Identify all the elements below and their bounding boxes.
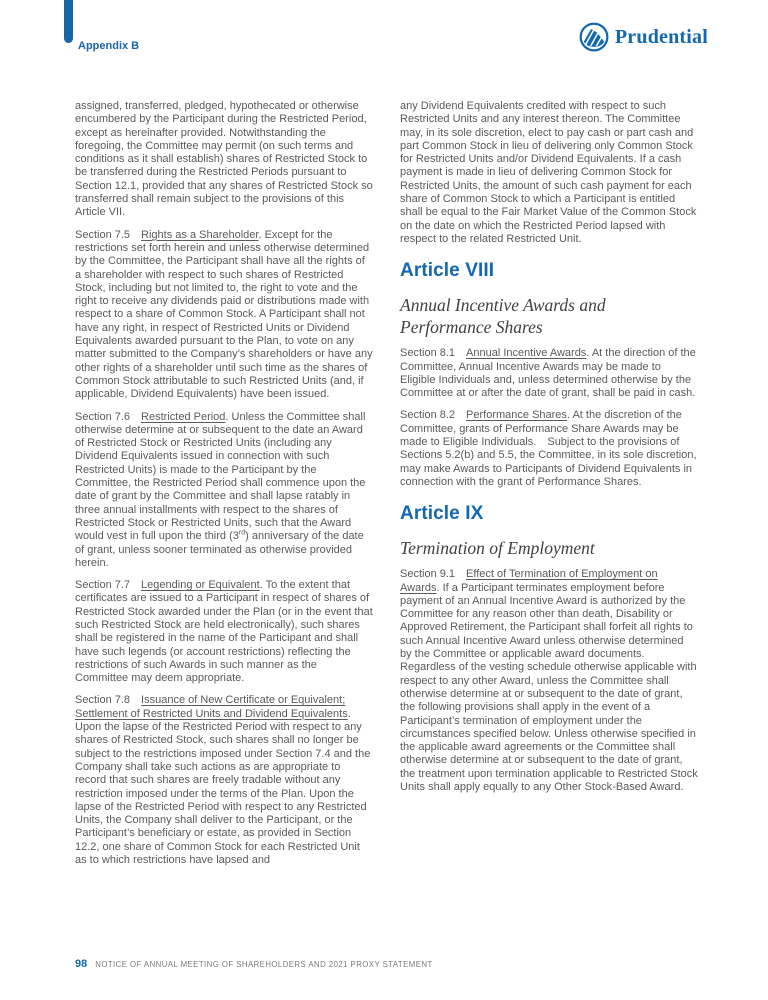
paragraph: Section 8.2 Performance Shares. At the discretion of the Committee, grants of Performance Share Awards may be made to Eligible Individuals. Subject to the provisions of Sections 5.2(b) and 5.5, the Committee, in its sole discretion, may make Awards to Participants of Dividend Equivalents in connection with the grant of Performance Shares. xyxy=(400,409,697,488)
page-footer xyxy=(75,958,433,970)
paragraph: assigned, transferred, pledged, hypothecated or otherwise encumbered by the Participant during the Restricted Period, except as hereinafter provided. Notwithstanding the foregoing, the Committee may permit (on such terms and conditions as it shall establish) shares of Restricted Stock to be transferred during the Restricted Periods pursuant to Section 12.1, provided that any shares of Restricted Stock so transferred shall remain subject to the provisions of this Article VII. xyxy=(75,100,373,219)
appendix-label: Appendix B xyxy=(78,40,140,52)
article-heading: Article VIII xyxy=(400,260,495,282)
paragraph: Section 7.6 Restricted Period. Unless the Committee shall otherwise determine at or subsequent to the date an Award of Restricted Stock or Restricted Units (including any Dividend Equivalents issued in connection with such Restricted Units) is made to the Participant by the Committee, the Restricted Period shall commence upon the date of grant by the Committee and shall lapse ratably in three annual installments with respect to the shares of Restricted Stock or Restricted Units, such that the Award would vest in full upon the third (3rd) anniversary of the date of grant, unless sooner terminated as otherwise provided herein. xyxy=(75,410,366,569)
paragraph: any Dividend Equivalents credited with respect to such Restricted Units and any interest thereon. The Committee may, in its sole discretion, elect to pay cash or part cash and part Common Stock in lieu of delivering only Common Stock for Restricted Units and/or Dividend Equivalents. If a cash payment is made in lieu of delivering Common Stock for Restricted Units, the amount of such cash payment for each share of Common Stock to which a Participant is entitled shall be equal to the Fair Market Value of the Common Stock on the date on which the Restricted Period lapsed with respect to the related Restricted Unit. xyxy=(400,100,697,245)
document-body xyxy=(75,100,698,876)
section-subheading: Annual Incentive Awards and Performance Shares xyxy=(400,295,606,338)
page-number: 98 xyxy=(75,958,88,970)
paragraph: Section 7.8 Issuance of New Certificate or Equivalent; Settlement of Restricted Units and Dividend Equivalents. Upon the lapse of the Restricted Period with respect to any shares of Restricted Stock, such shares shall no longer be subject to the restrictions imposed under Section 7.4 and the Company shall take such actions as are appropriate to record that such shares are freely tradable without any restriction imposed under the terms of the Plan. Upon the lapse of the Restricted Period with respect to any Restricted Units, the Company shall deliver to the Participant, or the Participant’s beneficiary or estate, as provided in Section 12.2, one share of Common Stock for each Restricted Unit as to which restrictions have lapsed and xyxy=(75,694,371,867)
right-column xyxy=(400,100,698,876)
paragraph: Section 9.1 Effect of Termination of Employment on Awards. If a Participant terminates employment before payment of an Annual Incentive Award is authorized by the Committee for any reason other than death, Disability or Approved Retirement, the Participant shall forfeit all rights to such Annual Incentive Award unless otherwise determined by the Committee or applicable award documents. Regardless of the vesting schedule otherwise applicable with respect to any other Award, unless the Committee shall otherwise determine at or subsequent to the date of grant, the following provisions shall apply in the event of a Participant’s termination of employment under the circumstances specified below. Unless otherwise specified in the applicable award agreements or the Committee shall otherwise determine at or subsequent to the date of grant, the treatment upon termination applicable to Restricted Stock Units shall apply equally to any Other Stock-Based Award. xyxy=(400,568,698,793)
appendix-accent-bar xyxy=(64,0,73,43)
paragraph: Section 7.5 Rights as a Shareholder. Except for the restrictions set forth herein and unless otherwise determined by the Committee, the Participant shall have all the rights of a shareholder with respect to such shares of Restricted Stock, including but not limited to, the right to vote and the right to receive any dividends paid or distributions made with respect to a share of Common Stock. A Participant shall not have any right, in respect of Restricted Units or Dividend Equivalents awarded pursuant to the Plan, to vote on any matter submitted to the Company’s shareholders or have any other rights of a shareholder until such time as the shares of Common Stock attributable to such Restricted Units (and, if applicable, Dividend Equivalents) have been issued. xyxy=(75,228,373,401)
left-column xyxy=(75,100,373,876)
prudential-rock-icon xyxy=(579,22,609,52)
logo-wordmark: Prudential xyxy=(614,25,708,48)
footer-text: NOTICE OF ANNUAL MEETING OF SHAREHOLDERS AND 2021 PROXY STATEMENT xyxy=(95,960,433,969)
prudential-logo xyxy=(579,22,708,52)
article-heading: Article IX xyxy=(400,503,484,525)
section-subheading: Termination of Employment xyxy=(400,538,595,559)
paragraph: Section 8.1 Annual Incentive Awards. At the direction of the Committee, Annual Incentive Awards may be made to Eligible Individuals and, unless determined otherwise by the Committee at or after the date of grant, shall be paid in cash. xyxy=(400,347,696,400)
paragraph: Section 7.7 Legending or Equivalent. To the extent that certificates are issued to a Participant in respect of shares of Restricted Stock awarded under the Plan (or in the event that such Restricted Stock are held electronically), such shares shall be registered in the name of the Participant and shall have such legends (or account restrictions) reflecting the restrictions of such Awards in such manner as the Committee may deem appropriate. xyxy=(75,579,373,685)
